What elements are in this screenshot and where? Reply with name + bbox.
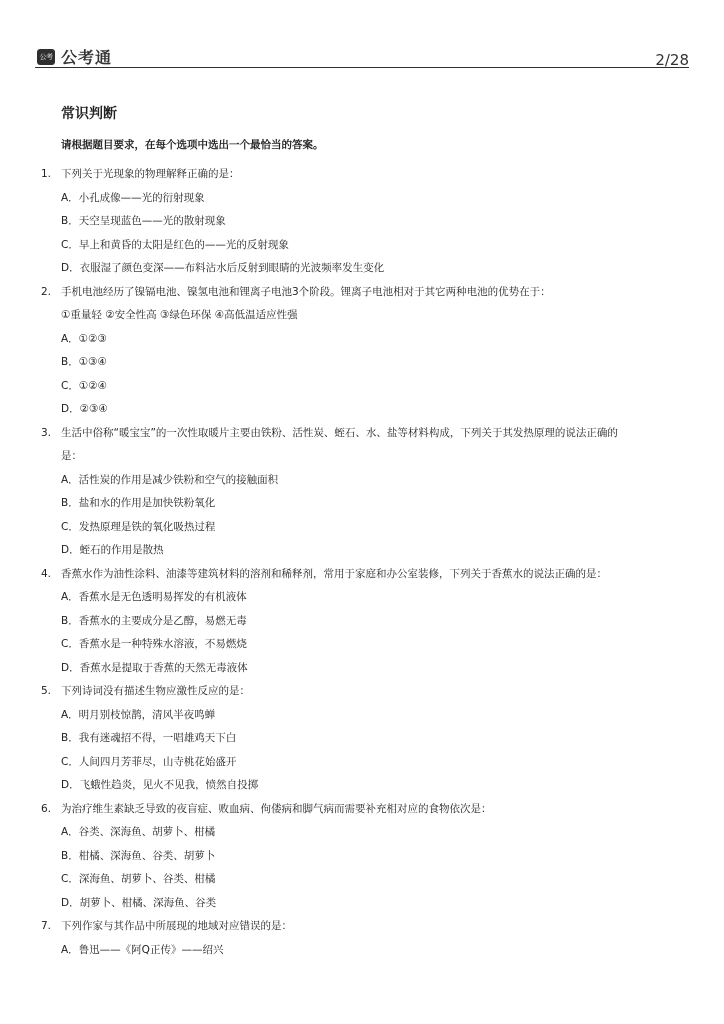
question-stem — [41, 422, 691, 469]
answer-option: D．飞蛾性趋炎，见火不见我，愤然自投掷 — [61, 779, 259, 791]
question-text: 香蕉水作为油性涂料、油漆等建筑材料的溶剂和稀释剂，常用于家庭和办公室装修，下列关于香蕉水的说法正确的是： — [61, 567, 607, 580]
question-stem — [41, 563, 691, 587]
answer-option: A．小孔成像——光的衍射现象 — [61, 191, 205, 204]
page-header — [0, 0, 724, 77]
answer-option: B．天空呈现蓝色——光的散射现象 — [61, 215, 226, 227]
answer-option: D．衣服湿了颜色变深——布料沾水后反射到眼睛的光波频率发生变化 — [61, 262, 385, 274]
answer-option: C．发热原理是铁的氧化吸热过程 — [61, 520, 216, 533]
question-number: 3. — [41, 426, 52, 439]
answer-option: B．①③④ — [61, 356, 107, 368]
answer-option: A．谷类、深海鱼、胡萝卜、柑橘 — [61, 826, 216, 838]
answer-option: C．早上和黄昏的太阳是红色的——光的反射现象 — [61, 238, 289, 251]
answer-option: B．香蕉水的主要成分是乙醇，易燃无毒 — [61, 614, 247, 627]
answer-option: B．我有迷魂招不得，一唱雄鸡天下白 — [61, 732, 237, 744]
question-text: 下列诗词没有描述生物应激性反应的是： — [61, 685, 250, 697]
question-number: 6. — [41, 802, 52, 815]
answer-option: D．香蕉水是提取于香蕉的天然无毒液体 — [61, 661, 248, 674]
question-1 — [41, 163, 691, 281]
answer-option: C．人间四月芳菲尽，山寺桃花始盛开 — [61, 755, 237, 768]
question-text: 下列作家与其作品中所展现的地域对应错误的是： — [61, 920, 292, 932]
question-number: 4. — [41, 567, 52, 580]
answer-option: A．鲁迅——《阿Q正传》——绍兴 — [61, 943, 224, 956]
question-number: 1. — [41, 168, 52, 180]
question-text: 为治疗维生素缺乏导致的夜盲症、败血病、佝偻病和脚气病而需要补充相对应的食物依次是： — [61, 802, 492, 815]
section-title: 常识判断 — [61, 106, 117, 122]
question-text: 生活中俗称“暖宝宝”的一次性取暖片主要由铁粉、活性炭、蛭石、水、盐等材料构成，下列关于其发热原理的说法正确的 是： — [61, 426, 618, 462]
answer-option: A．明月别枝惊鹊，清风半夜鸣蝉 — [61, 708, 216, 721]
question-4 — [41, 563, 691, 681]
question-6 — [41, 798, 691, 916]
answer-option: A．①②③ — [61, 332, 107, 345]
answer-option: A．香蕉水是无色透明易挥发的有机液体 — [61, 591, 247, 603]
question-5 — [41, 680, 691, 798]
answer-option: C．香蕉水是一种特殊水溶液，不易燃烧 — [61, 638, 247, 650]
question-number: 7. — [41, 920, 52, 932]
page-number: 2/28 — [655, 51, 689, 69]
answer-option: B．盐和水的作用是加快铁粉氧化 — [61, 497, 216, 509]
answer-option: D．蛭石的作用是散热 — [61, 544, 164, 556]
brand-logo — [37, 45, 113, 77]
answer-option: D．②③④ — [61, 403, 108, 415]
logo-mark-icon: 公考通 — [37, 49, 55, 65]
question-text: 手机电池经历了镍镉电池、镍氢电池和锂离子电池3个阶段。锂离子电池相对于其它两种电池的优势在于： — [61, 285, 551, 298]
question-stem — [41, 915, 691, 939]
question-text: 下列关于光现象的物理解释正确的是： — [61, 168, 240, 180]
question-statements: ①重量轻 ②安全性高 ③绿色环保 ④高低温适应性强 — [61, 309, 298, 321]
question-list — [41, 163, 691, 962]
question-stem — [41, 281, 691, 305]
question-number: 2. — [41, 285, 52, 298]
question-stem — [41, 680, 691, 704]
question-stem — [41, 798, 691, 822]
header-divider — [35, 67, 689, 68]
answer-option: A．活性炭的作用是减少铁粉和空气的接触面积 — [61, 473, 279, 486]
section-instruction: 请根据题目要求，在每个选项中选出一个最恰当的答案。 — [61, 139, 324, 151]
question-2 — [41, 281, 691, 422]
answer-option: D．胡萝卜、柑橘、深海鱼、谷类 — [61, 896, 217, 909]
answer-option: C．①②④ — [61, 379, 108, 392]
question-3 — [41, 422, 691, 563]
question-number: 5. — [41, 685, 52, 697]
answer-option: B．柑橘、深海鱼、谷类、胡萝卜 — [61, 849, 216, 862]
question-7 — [41, 915, 691, 962]
brand-name: 公考通 — [61, 48, 113, 67]
answer-option: C．深海鱼、胡萝卜、谷类、柑橘 — [61, 873, 216, 885]
question-stem — [41, 163, 691, 187]
